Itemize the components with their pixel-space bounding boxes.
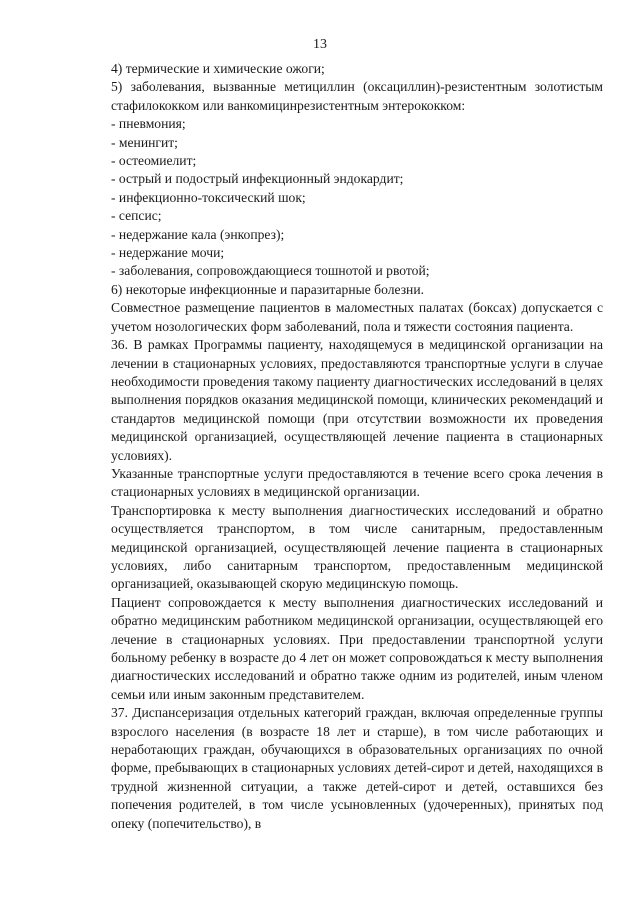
sub-item-sepsis: - сепсис;	[111, 208, 162, 224]
sub-item-pneumonia: - пневмония;	[111, 116, 186, 132]
sub-item-endocarditis: - острый и подострый инфекционный эндокардит;	[111, 171, 404, 187]
list-item-6: 6) некоторые инфекционные и паразитарные болезни.	[111, 281, 425, 297]
sub-item-enuresis: - недержание мочи;	[111, 245, 225, 261]
document-body	[111, 60, 603, 833]
page-number: 13	[313, 37, 327, 52]
paragraph-37: 37. Диспансеризация отдельных категорий граждан, включая определенные группы взрослого населения (в возрасте 18 лет и старше), в том числе работающих и неработающих граждан, обучающихся в образовательных организациях по очной форме, пребывающих в стационарных условиях детей-сирот и детей, находящихся в трудной жизненной ситуации, а также детей-сирот и детей, оставшихся без попечения родителей, в том числе усыновленных (удочеренных), принятых под опеку (попечительство), в	[111, 705, 603, 831]
sub-item-osteomyelitis: - остеомиелит;	[111, 153, 197, 169]
sub-item-toxic-shock: - инфекционно-токсический шок;	[111, 189, 306, 205]
paragraph-36: 36. В рамках Программы пациенту, находящемуся в медицинской организации на лечении в стационарных условиях, предоставляются транспортные услуги в случае необходимости проведения такому пациенту диагностических исследований в целях выполнения порядков оказания медицинской помощи, клинических рекомендаций и стандартов медицинской помощи (при отсутствии возможности их проведения медицинской организацией, осуществляющей лечение пациента в стационарных условиях).	[111, 337, 603, 463]
list-item-5: 5) заболевания, вызванные метициллин (оксациллин)-резистентным золотистым стафилококком или ванкомицинрезистентным энтерококком:	[111, 79, 603, 113]
paragraph-joint-placement: Совместное размещение пациентов в маломестных палатах (боксах) допускается с учетом нозологических форм заболеваний, пола и тяжести состояния пациента.	[111, 300, 603, 334]
sub-item-meningitis: - менингит;	[111, 134, 178, 150]
sub-item-encopresis: - недержание кала (энкопрез);	[111, 226, 285, 242]
paragraph-transportation: Транспортировка к месту выполнения диагностических исследований и обратно осуществляется транспортом, в том числе санитарным, предоставленным медицинской организацией, осуществляющей лечение пациента в стационарных условиях, либо санитарным транспортом, предоставленным медицинской организацией, оказывающей скорую медицинскую помощь.	[111, 502, 603, 592]
paragraph-transport-duration: Указанные транспортные услуги предоставляются в течение всего срока лечения в стационарных условиях в медицинской организации.	[111, 465, 603, 500]
list-item-4: 4) термические и химические ожоги;	[111, 61, 325, 76]
sub-item-nausea: - заболевания, сопровождающиеся тошнотой и рвотой;	[111, 263, 430, 279]
paragraph-escort: Пациент сопровождается к месту выполнения диагностических исследований и обратно медицинским работником медицинской организации, осуществляющей его лечение в стационарных условиях. При предоставлении транспортной услуги больному ребенку в возрасте до 4 лет он может сопровождаться к месту выполнения диагностических исследований и обратно также одним из родителей, иным членом семьи или иным законным представителем.	[111, 594, 603, 702]
